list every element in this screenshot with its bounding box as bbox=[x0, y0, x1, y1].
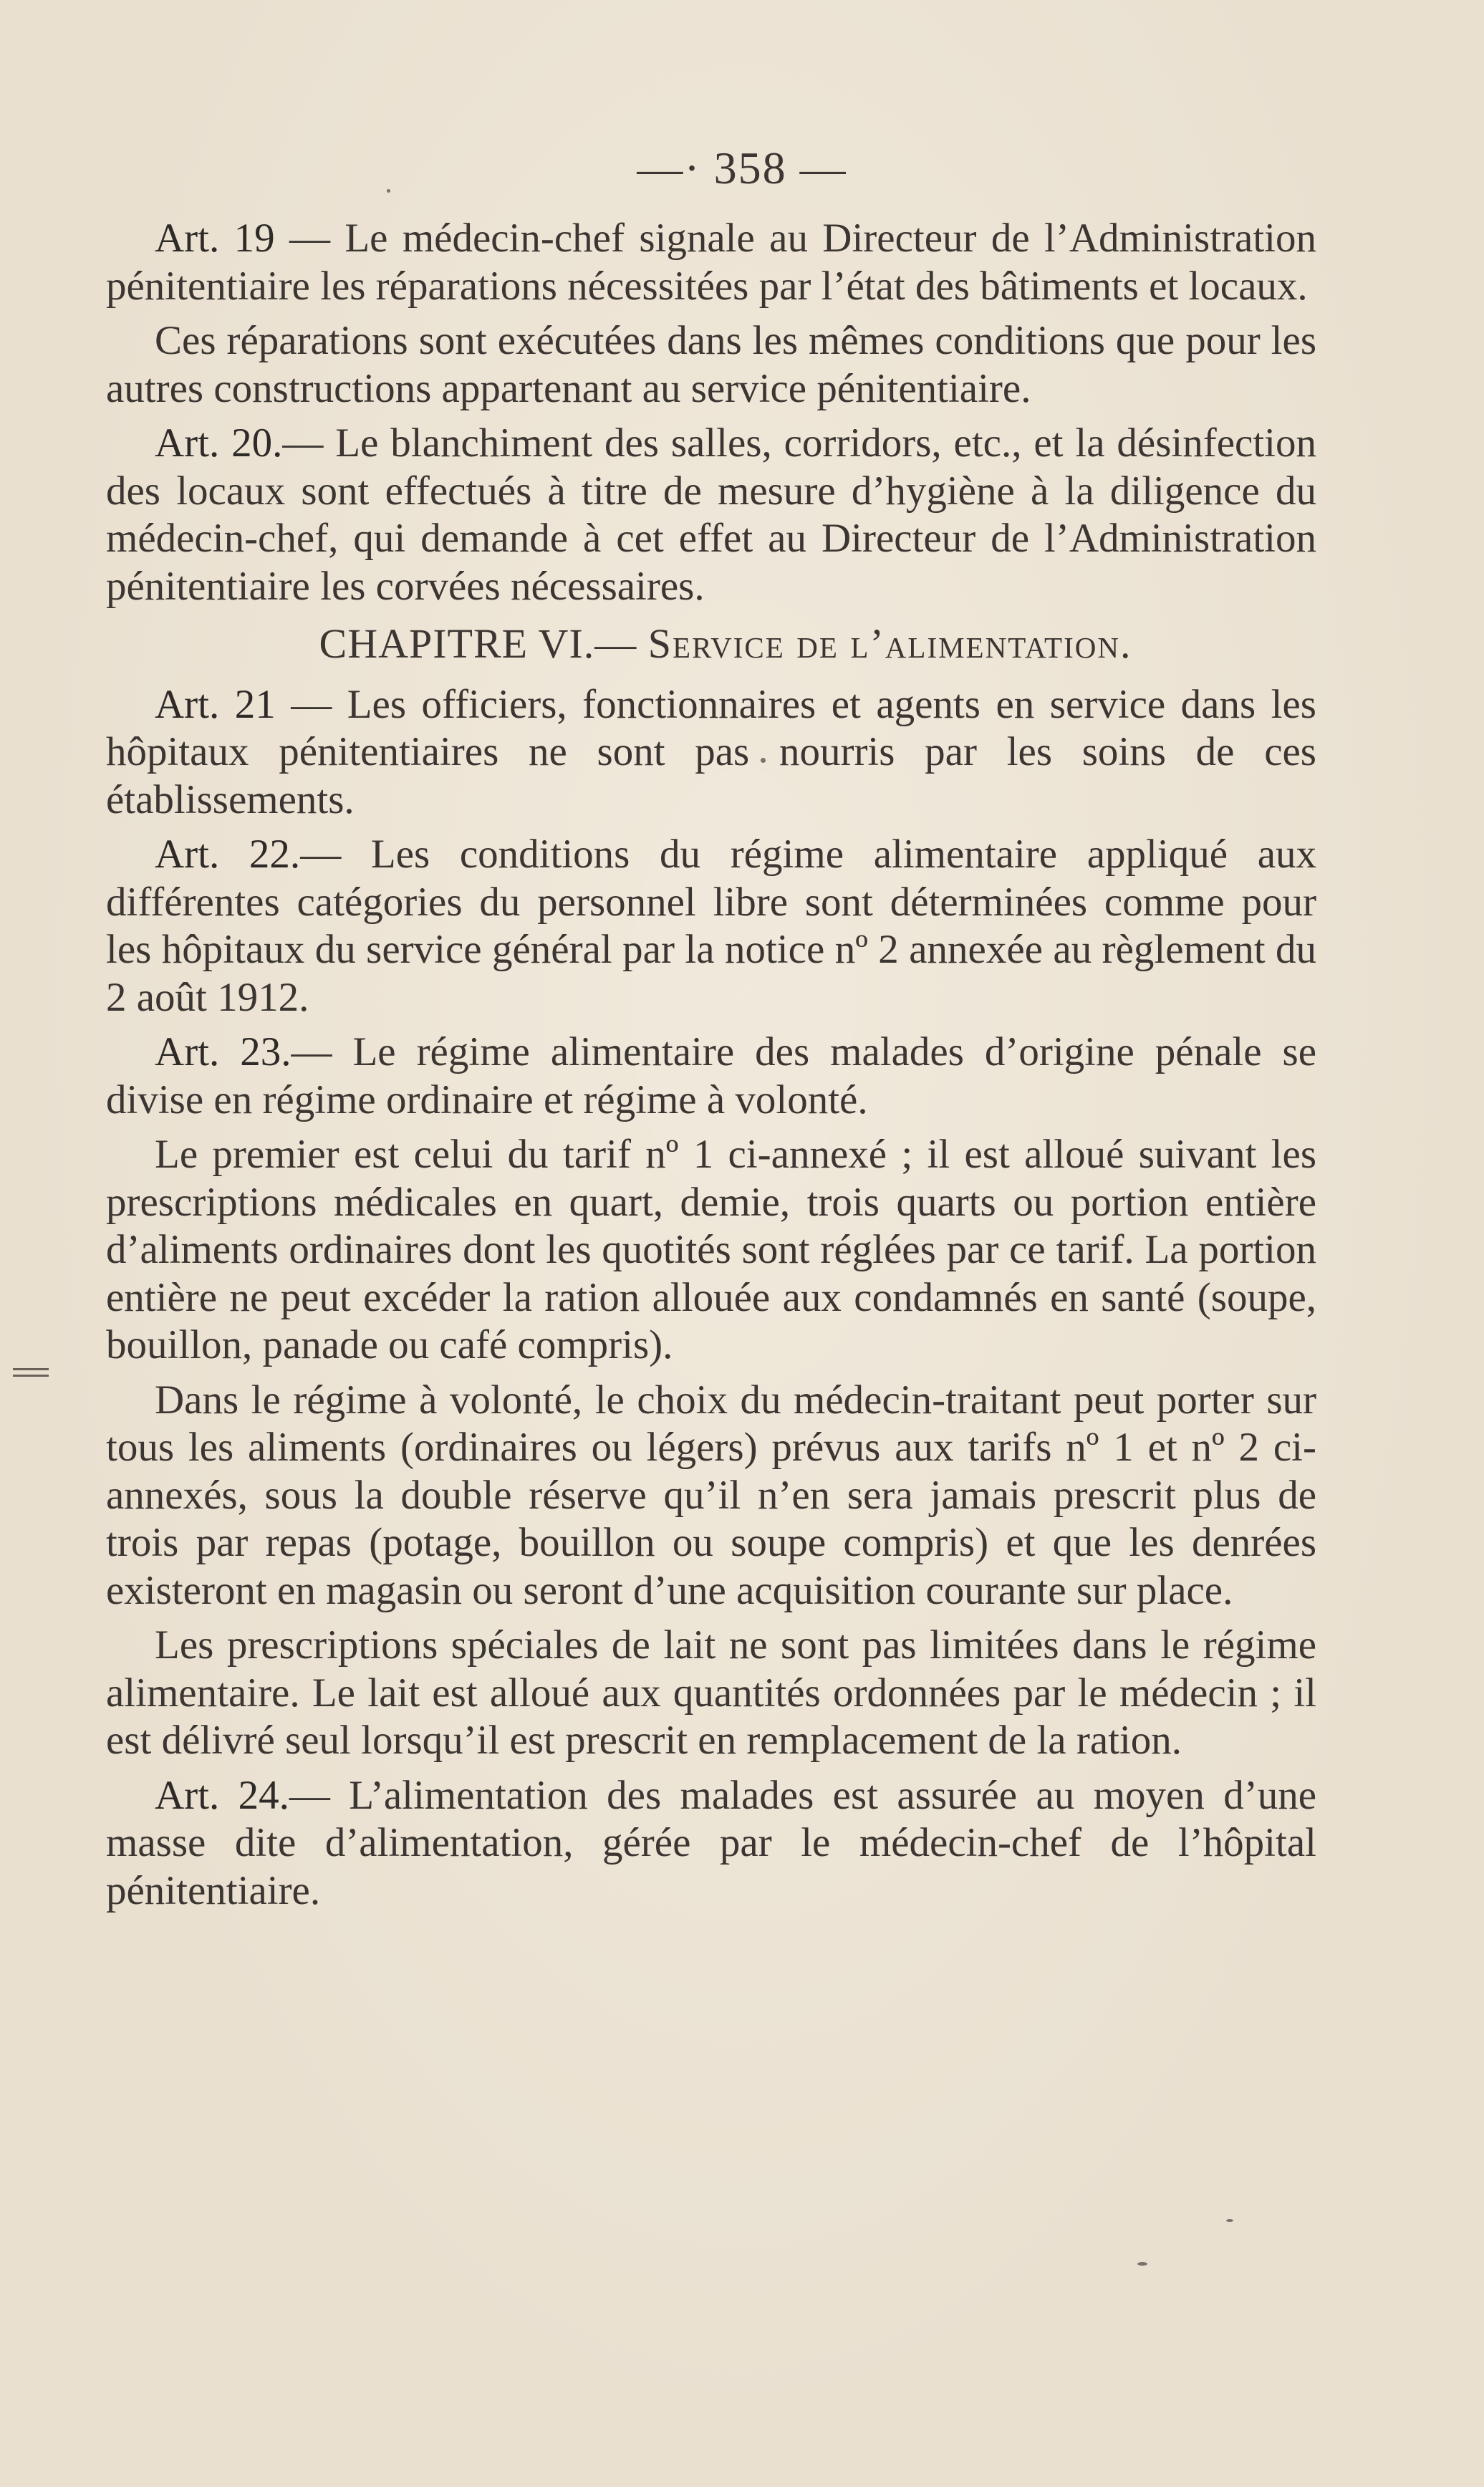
paragraph bbox=[106, 1622, 1316, 1765]
article-19 bbox=[106, 215, 1316, 310]
article-text: — Le régime alimentaire des malades d’origine pénale se divise en régime ordinaire et régime à volonté. bbox=[106, 1029, 1317, 1122]
article-label: Art. 24. bbox=[155, 1772, 289, 1818]
article-label: Art. 21 bbox=[155, 681, 276, 727]
article-text: — Le médecin-chef signale au Directeur de l’Administration pénitentiaire les réparations nécessitées par l’état des bâtiments et locaux. bbox=[106, 216, 1317, 309]
article-20 bbox=[106, 420, 1316, 610]
paper-speck bbox=[1226, 2219, 1233, 2222]
paragraph bbox=[106, 317, 1316, 413]
article-label: Art. 19 bbox=[155, 216, 275, 261]
article-23 bbox=[106, 1029, 1316, 1124]
paragraph-text: Le premier est celui du tarif nº 1 ci-annexé ; il est alloué suivant les prescriptions médicales en quart, demie, trois quarts ou portion entière d’aliments ordinaires dont les quotités sont réglées par ce tarif. La portion entière ne peut excéder la ration allouée aux condamnés en santé (soupe, bouillon, panade ou café compris). bbox=[106, 1132, 1316, 1367]
paragraph bbox=[106, 1131, 1316, 1370]
article-text: — L’alimentation des malades est assurée au moyen d’une masse dite d’alimentation, gérée par le médecin-chef de l’hôpital pénitentiaire. bbox=[106, 1772, 1316, 1913]
margin-mark bbox=[13, 1364, 63, 1392]
chapter-prefix: CHAPITRE VI.— bbox=[319, 620, 648, 667]
page-number: —· 358 — bbox=[637, 143, 847, 193]
article-text: — Les officiers, fonctionnaires et agents en service dans les hôpitaux pénitentiaires ne sont pas nourris par les soins de ces établissements. bbox=[106, 681, 1316, 822]
article-24 bbox=[106, 1772, 1316, 1915]
article-text: — Les conditions du régime alimentaire appliqué aux différentes catégories du personnel libre sont déterminées comme pour les hôpitaux du service général par la notice nº 2 annexée au règlement du 2 août 1912. bbox=[106, 832, 1317, 1020]
chapter-heading bbox=[106, 620, 1316, 668]
paper-speck bbox=[387, 189, 390, 193]
article-text: — Le blanchiment des salles, corridors, etc., et la désinfection des locaux sont effectués à titre de mesure d’hygiène à la diligence du médecin-chef, qui demande à cet effet au Directeur de l’Administration pénitentiaire les corvées nécessaires. bbox=[106, 420, 1316, 609]
paragraph-text: Ces réparations sont exécutées dans les mêmes conditions que pour les autres constructions appartenant au service pénitentiaire. bbox=[106, 318, 1316, 411]
body-text bbox=[106, 215, 1316, 1922]
chapter-title: Service de l’alimentation. bbox=[647, 620, 1132, 667]
article-22 bbox=[106, 831, 1316, 1021]
article-label: Art. 23. bbox=[155, 1029, 292, 1074]
paragraph-text: Les prescriptions spéciales de lait ne sont pas limitées dans le régime alimentaire. Le lait est alloué aux quantités ordonnées par le médecin ; il est délivré seul lorsqu’il est prescrit en remplacement de la ration. bbox=[106, 1622, 1316, 1763]
paragraph-text: Dans le régime à volonté, le choix du médecin-traitant peut porter sur tous les aliments (ordinaires ou légers) prévus aux tarifs nº 1 et nº 2 ci-annexés, sous la double réserve qu’il n’en sera jamais prescrit plus de trois par repas (potage, bouillon ou soupe compris) et que les denrées existeront en magasin ou seront d’une acquisition courante sur place. bbox=[106, 1377, 1316, 1613]
paragraph bbox=[106, 1377, 1316, 1615]
paper-speck bbox=[1137, 2262, 1147, 2266]
article-label: Art. 20. bbox=[155, 420, 283, 466]
article-label: Art. 22. bbox=[155, 832, 301, 877]
article-21 bbox=[106, 681, 1316, 824]
